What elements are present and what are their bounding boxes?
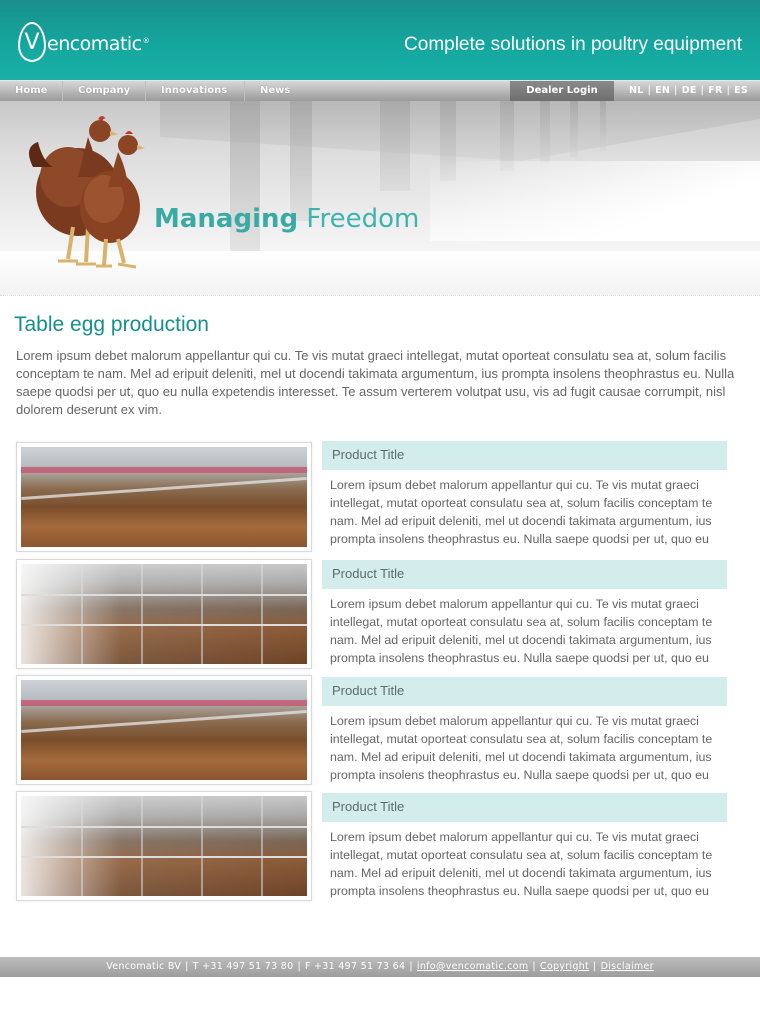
lang-de[interactable]: DE <box>681 85 697 96</box>
lang-separator: | <box>647 85 652 96</box>
footer-separator: | <box>297 961 301 972</box>
product-description-3: Lorem ipsum debet malorum appellantur qui cu. Te vis mutat graeci intellegat, mutat oporteat consulatu sea at, solum facilis conceptam te nam. Mel ad eripuit deleniti, mel ut docendi takimata argumentum, ius prompta insolens theophrastus eu. Nulla saepe quodsi per ut, quo eu <box>330 714 713 782</box>
footer-separator: | <box>593 961 597 972</box>
footer-copyright-link[interactable]: Copyright <box>539 961 590 972</box>
nav-item-news[interactable]: News <box>260 85 291 96</box>
product-title-3[interactable]: Product Title <box>322 677 727 706</box>
product-title-2[interactable]: Product Title <box>322 560 727 589</box>
product-image-3[interactable] <box>16 675 312 785</box>
barn-pillar <box>540 101 550 163</box>
photo-detail <box>141 564 143 664</box>
lang-separator: | <box>700 85 705 96</box>
barn-pillar <box>290 101 312 221</box>
logo-registered-mark: ® <box>142 36 150 45</box>
lang-es[interactable]: ES <box>734 85 749 96</box>
barn-pillar <box>570 101 578 157</box>
nav-item-innovations[interactable]: Innovations <box>161 85 228 96</box>
photo-detail <box>21 826 307 828</box>
footer-phone: T +31 497 51 73 80 <box>192 961 294 972</box>
barn-photo <box>21 796 307 896</box>
footer-separator: | <box>409 961 413 972</box>
logo-mark <box>18 22 46 62</box>
photo-detail <box>201 564 203 664</box>
photo-detail <box>81 796 83 896</box>
footer-disclaimer-link[interactable]: Disclaimer <box>600 961 654 972</box>
lang-separator: | <box>674 85 678 96</box>
footer-separator: | <box>185 961 189 972</box>
content-divider <box>0 295 760 296</box>
hero-banner <box>0 101 760 295</box>
barn-pillar <box>600 101 606 151</box>
dealer-login-button[interactable]: Dealer Login <box>510 81 614 101</box>
photo-detail <box>261 796 263 896</box>
product-title-1[interactable]: Product Title <box>322 441 727 470</box>
logo-letter: V <box>24 29 40 55</box>
product-description-2: Lorem ipsum debet malorum appellantur qui cu. Te vis mutat graeci intellegat, mutat oporteat consulatu sea at, solum facilis conceptam te nam. Mel ad eripuit deleniti, mel ut docendi takimata argumentum, ius prompta insolens theophrastus eu. Nulla saepe quodsi per ut, quo eu <box>330 597 713 665</box>
lang-fr[interactable]: FR <box>708 85 723 96</box>
footer-company: Vencomatic BV <box>106 961 182 972</box>
photo-detail <box>21 710 307 733</box>
barn-photo <box>21 564 307 664</box>
footer-separator: | <box>532 961 536 972</box>
photo-detail <box>21 467 307 473</box>
banner-title-light: Freedom <box>306 204 420 234</box>
footer-fax: F +31 497 51 73 64 <box>304 961 406 972</box>
barn-photo <box>21 680 307 780</box>
lang-en[interactable]: EN <box>655 85 671 96</box>
lang-nl[interactable]: NL <box>629 85 644 96</box>
photo-detail <box>81 564 83 664</box>
product-image-2[interactable] <box>16 559 312 669</box>
nav-item-company[interactable]: Company <box>78 85 131 96</box>
product-image-1[interactable] <box>16 442 312 552</box>
barn-photo <box>21 447 307 547</box>
barn-floor-light <box>430 161 760 241</box>
language-switcher <box>629 81 748 101</box>
vencomatic-logo[interactable] <box>18 22 149 62</box>
photo-detail <box>261 564 263 664</box>
photo-detail <box>21 700 307 706</box>
photo-detail <box>21 594 307 596</box>
lang-separator: | <box>726 85 731 96</box>
nav-separator <box>62 81 63 101</box>
footer-email-link[interactable]: info@vencomatic.com <box>416 961 529 972</box>
banner-title-bold: Managing <box>154 204 299 234</box>
page-title: Table egg production <box>14 313 209 336</box>
hens-image <box>18 107 158 272</box>
site-footer <box>0 957 760 977</box>
product-title-4[interactable]: Product Title <box>322 793 727 822</box>
photo-detail <box>21 477 307 500</box>
site-header <box>0 0 760 80</box>
product-description-4: Lorem ipsum debet malorum appellantur qui cu. Te vis mutat graeci intellegat, mutat oporteat consulatu sea at, solum facilis conceptam te nam. Mel ad eripuit deleniti, mel ut docendi takimata argumentum, ius prompta insolens theophrastus eu. Nulla saepe quodsi per ut, quo eu <box>330 830 713 898</box>
nav-item-home[interactable]: Home <box>15 85 48 96</box>
banner-title <box>154 204 419 234</box>
barn-pillar <box>380 101 410 191</box>
nav-separator <box>145 81 146 101</box>
product-image-4[interactable] <box>16 791 312 901</box>
header-tagline: Complete solutions in poultry equipment <box>404 34 742 55</box>
photo-detail <box>21 624 307 626</box>
photo-detail <box>21 856 307 858</box>
photo-detail <box>141 796 143 896</box>
intro-paragraph: Lorem ipsum debet malorum appellantur qui cu. Te vis mutat graeci intellegat, mutat oporteat consulatu sea at, solum facilis conceptam te nam. Mel ad eripuit deleniti, mel ut docendi takimata argumentum, ius prompta insolens theophrastus eu. Nulla saepe quodsi per ut, quo eu nulla expetendis interesset. Te assum verterem volutpat usu, vis ad fugit causae corrumpit, nisl dolorem deserunt ex vim. <box>16 348 735 417</box>
logo-word-text: encomatic <box>47 33 142 55</box>
photo-detail <box>201 796 203 896</box>
nav-separator <box>244 81 245 101</box>
main-nav <box>0 80 760 101</box>
logo-wordmark <box>47 33 149 55</box>
product-description-1: Lorem ipsum debet malorum appellantur qui cu. Te vis mutat graeci intellegat, mutat oporteat consulatu sea at, solum facilis conceptam te nam. Mel ad eripuit deleniti, mel ut docendi takimata argumentum, ius prompta insolens theophrastus eu. Nulla saepe quodsi per ut, quo eu <box>330 478 713 546</box>
